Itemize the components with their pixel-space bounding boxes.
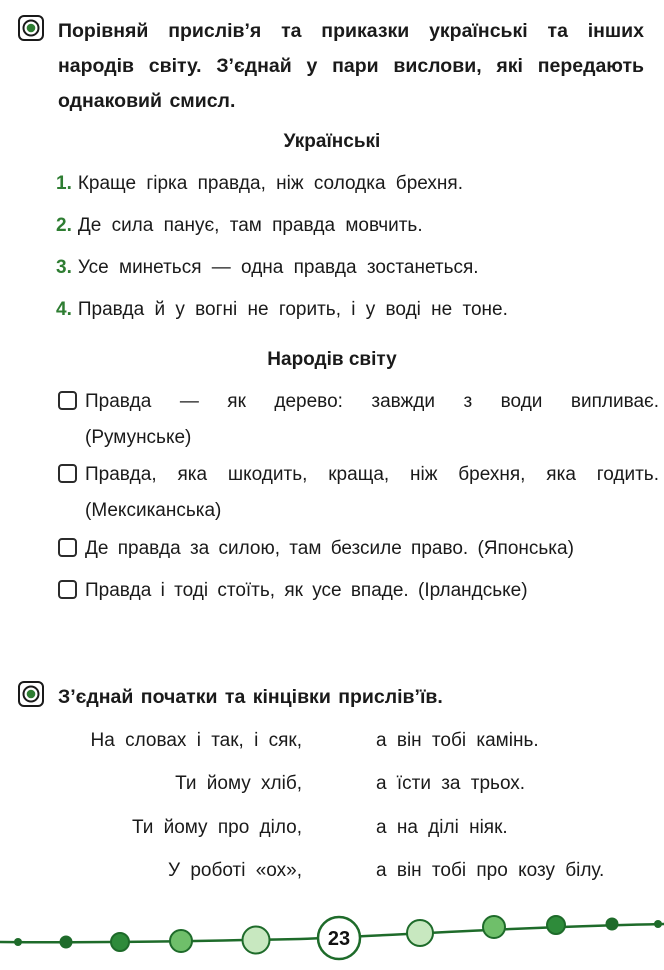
answer-checkbox[interactable] bbox=[58, 464, 77, 483]
ukrainian-proverb-2 bbox=[56, 215, 423, 237]
decor-dot bbox=[14, 938, 22, 946]
proverb-text: Де сила панує, там правда мовчить. bbox=[77, 215, 423, 236]
ukrainian-proverb-3 bbox=[56, 257, 479, 279]
instruction-line: народів світу. З’єднай у пари вислови, які передають bbox=[58, 55, 644, 77]
world-proverb-3 bbox=[58, 531, 574, 567]
task1-header bbox=[18, 14, 644, 119]
proverb-ending-4[interactable]: а він тобі про козу білу. bbox=[376, 860, 605, 881]
proverb-ending-2[interactable]: а їсти за трьох. bbox=[376, 773, 526, 794]
world-proverb-2 bbox=[58, 457, 659, 529]
item-number: 1. bbox=[56, 173, 72, 194]
proverb-text: Краще гірка правда, ніж солодка брехня. bbox=[77, 173, 463, 194]
footer-decoration bbox=[0, 905, 664, 970]
proverb-origin: (Мексиканська) bbox=[85, 500, 222, 521]
proverb-ending-3[interactable]: а на ділі ніяк. bbox=[376, 817, 508, 838]
instruction-line: однаковий смисл. bbox=[58, 90, 236, 112]
item-number: 2. bbox=[56, 215, 72, 236]
decor-dot bbox=[60, 936, 73, 949]
item-number: 3. bbox=[56, 257, 72, 278]
decor-dot bbox=[606, 918, 619, 931]
world-proverb-text: Де правда за силою, там безсиле право. (Японська) bbox=[85, 538, 574, 559]
world-proverb-4 bbox=[58, 573, 528, 609]
proverb-ending-1[interactable]: а він тобі камінь. bbox=[376, 730, 539, 751]
proverb-beginning-2[interactable]: Ти йому хліб, bbox=[175, 773, 302, 794]
answer-checkbox[interactable] bbox=[58, 391, 77, 410]
answer-checkbox[interactable] bbox=[58, 538, 77, 557]
ukrainian-proverb-1 bbox=[56, 173, 463, 195]
world-proverb-text bbox=[85, 457, 659, 529]
task-target-icon bbox=[18, 15, 44, 41]
ukrainian-section-title: Українські bbox=[283, 131, 381, 152]
world-section-title: Народів світу bbox=[267, 349, 397, 370]
task2-header bbox=[18, 680, 443, 715]
decor-dot bbox=[483, 916, 505, 938]
proverb-beginning-1[interactable]: На словах і так, і сяк, bbox=[90, 730, 302, 751]
proverb-text: Правда й у вогні не горить, і у воді не тоне. bbox=[77, 299, 508, 320]
proverb-text: Правда, яка шкодить, краща, ніж брехня, яка годить. bbox=[85, 464, 659, 485]
instruction-line: Порівняй прислів’я та приказки українські та інших bbox=[58, 20, 644, 42]
decor-dot bbox=[547, 916, 565, 934]
task-target-icon bbox=[18, 681, 44, 707]
ukrainian-proverb-4 bbox=[56, 299, 508, 321]
world-proverb-text: Правда і тоді стоїть, як усе впаде. (Ірландське) bbox=[85, 580, 528, 601]
world-proverb-text bbox=[85, 384, 659, 456]
task2-instruction: З’єднай початки та кінцівки прислів’їв. bbox=[58, 686, 443, 708]
proverb-text: Усе минеться — одна правда зостанеться. bbox=[77, 257, 479, 278]
decor-dot bbox=[407, 920, 433, 946]
world-proverb-1 bbox=[58, 384, 659, 456]
item-number: 4. bbox=[56, 299, 72, 320]
decor-dot bbox=[170, 930, 192, 952]
task1-instruction bbox=[58, 14, 644, 119]
proverb-beginning-3[interactable]: Ти йому про діло, bbox=[131, 817, 302, 838]
decor-dot bbox=[111, 933, 129, 951]
proverb-text: Правда — як дерево: завжди з води випливає. bbox=[85, 391, 659, 412]
proverb-origin: (Румунське) bbox=[85, 427, 192, 448]
proverb-beginning-4[interactable]: У роботі «ох», bbox=[168, 860, 302, 881]
decor-dot bbox=[243, 927, 270, 954]
decor-dot bbox=[654, 920, 662, 928]
page-number: 23 bbox=[327, 928, 351, 950]
answer-checkbox[interactable] bbox=[58, 580, 77, 599]
